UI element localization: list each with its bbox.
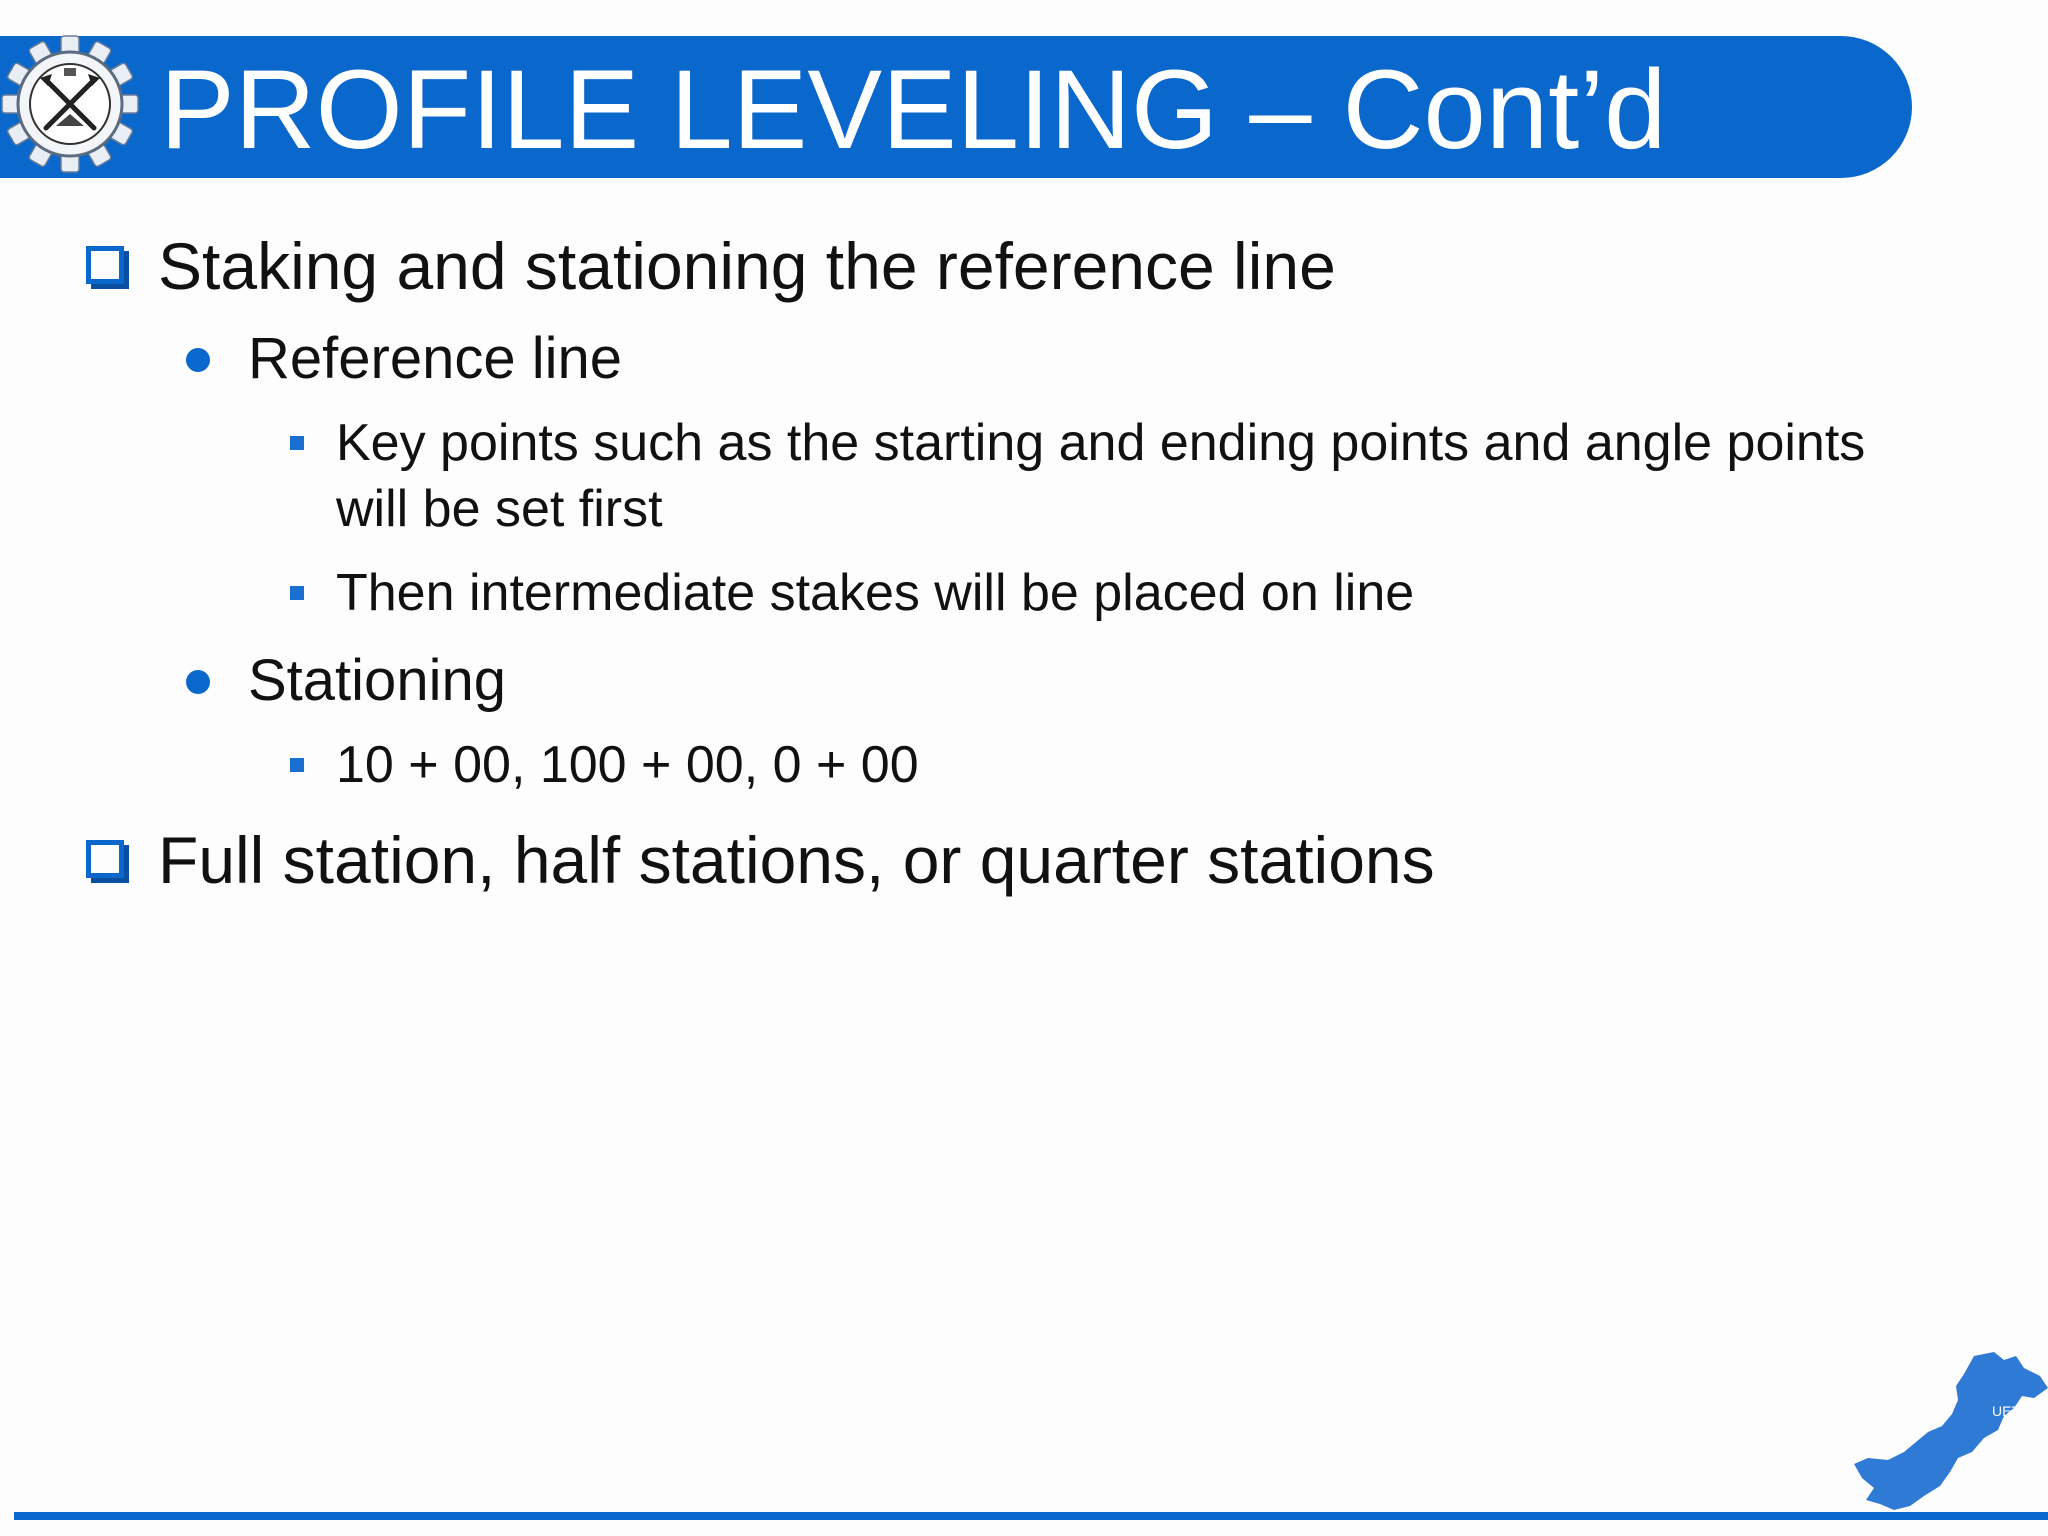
bullet-text: Then intermediate stakes will be placed on line <box>336 564 1415 622</box>
checkbox-bullet-icon <box>86 840 124 878</box>
bullet-text: Staking and stationing the reference line <box>158 229 1336 303</box>
square-bullet-icon <box>290 436 304 450</box>
square-bullet-icon <box>290 758 304 772</box>
dot-bullet-icon <box>186 670 210 694</box>
checkbox-bullet-icon <box>86 246 124 284</box>
bullet-text: Full station, half stations, or quarter stations <box>158 823 1435 897</box>
pakistan-map-icon <box>1854 1346 2048 1514</box>
bullet-text: Key points such as the starting and ending points and angle points will be set first <box>336 414 1866 538</box>
square-bullet-icon <box>290 586 304 600</box>
dot-bullet-icon <box>186 348 210 372</box>
slide-title: PROFILE LEVELING – Cont’d <box>160 47 1667 172</box>
bullet-text: Stationing <box>248 648 506 713</box>
bullet-text: 10 + 00, 100 + 00, 0 + 00 <box>336 736 919 794</box>
map-label: UET <box>1992 1403 2020 1419</box>
bullet-text: Reference line <box>248 326 622 391</box>
bottom-divider <box>14 1512 2048 1520</box>
